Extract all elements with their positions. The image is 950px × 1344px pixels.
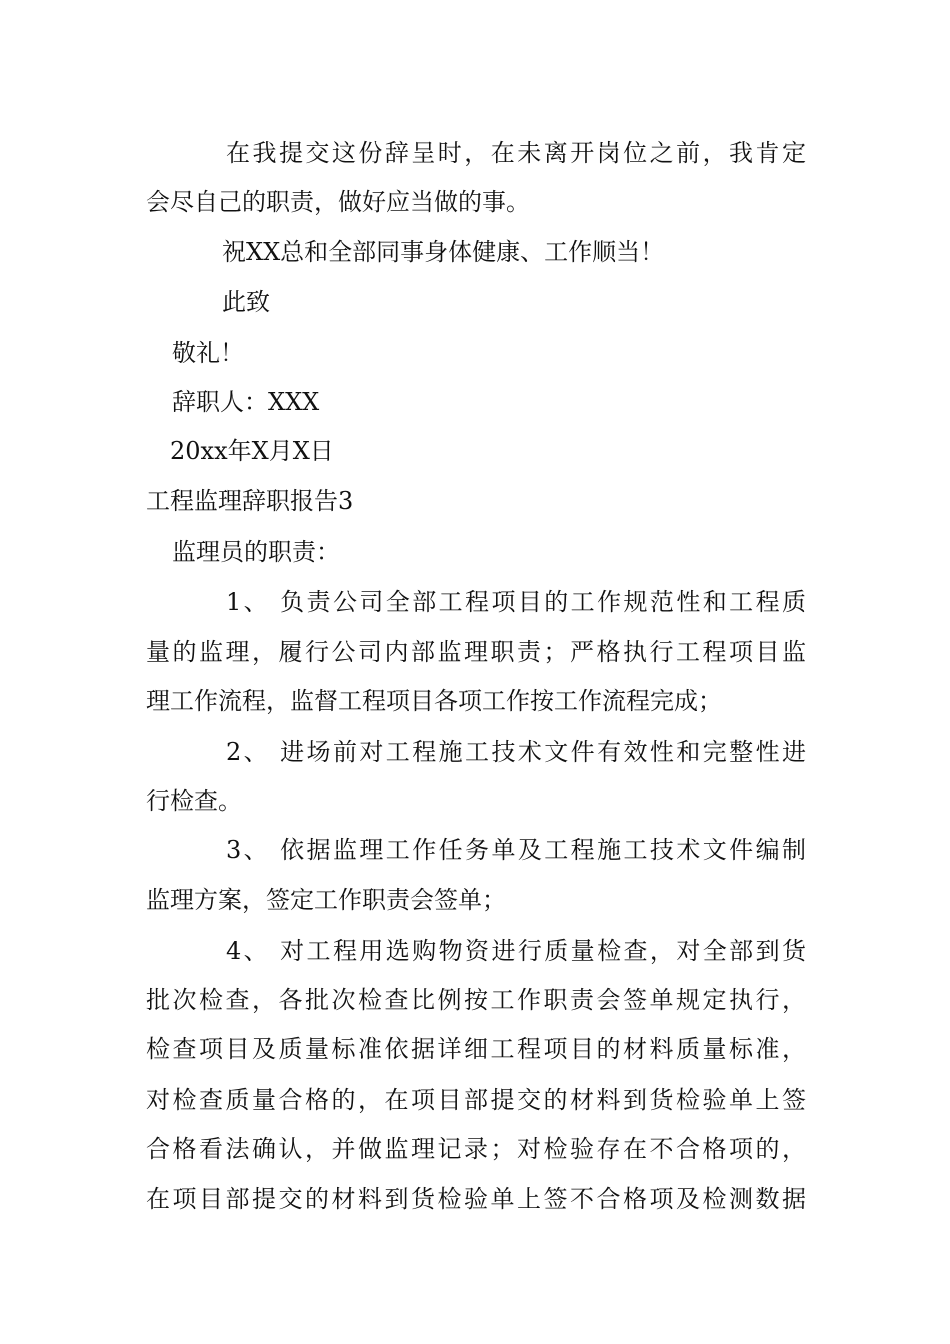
signature-line: 辞职人：XXX [172, 388, 320, 416]
list-item-line: 合格看法确认，并做监理记录；对检验存在不合格项的， [146, 1135, 806, 1163]
list-item-line: 2、 进场前对工程施工技术文件有效性和完整性进 [226, 738, 806, 766]
body-line: 祝XX总和全部同事身体健康、工作顺当！ [222, 238, 665, 266]
salutation-line: 敬礼！ [172, 339, 244, 367]
list-item-line: 在项目部提交的材料到货检验单上签不合格项及检测数据 [146, 1185, 806, 1213]
list-item-line: 1、 负责公司全部工程项目的工作规范性和工程质 [226, 588, 806, 616]
list-item-line: 量的监理，履行公司内部监理职责；严格执行工程项目监 [146, 638, 806, 666]
body-line: 会尽自己的职责，做好应当做的事。 [146, 188, 530, 216]
list-item-line: 监理方案，签定工作职责会签单； [146, 886, 506, 914]
list-item-line: 4、 对工程用选购物资进行质量检查，对全部到货 [226, 937, 806, 965]
list-item-line: 检查项目及质量标准依据详细工程项目的材料质量标准， [146, 1035, 806, 1063]
body-line: 监理员的职责： [172, 538, 340, 566]
body-line: 在我提交这份辞呈时，在未离开岗位之前，我肯定 [226, 139, 806, 167]
section-heading: 工程监理辞职报告3 [146, 487, 354, 515]
list-item-line: 行检查。 [146, 787, 242, 815]
list-item-line: 理工作流程，监督工程项目各项工作按工作流程完成； [146, 687, 722, 715]
date-line: 20xx年X月X日 [170, 437, 334, 465]
list-item-line: 3、 依据监理工作任务单及工程施工技术文件编制 [226, 836, 806, 864]
salutation-line: 此致 [222, 288, 270, 316]
list-item-line: 对检查质量合格的，在项目部提交的材料到货检验单上签 [146, 1086, 806, 1114]
list-item-line: 批次检查，各批次检查比例按工作职责会签单规定执行， [146, 986, 806, 1014]
